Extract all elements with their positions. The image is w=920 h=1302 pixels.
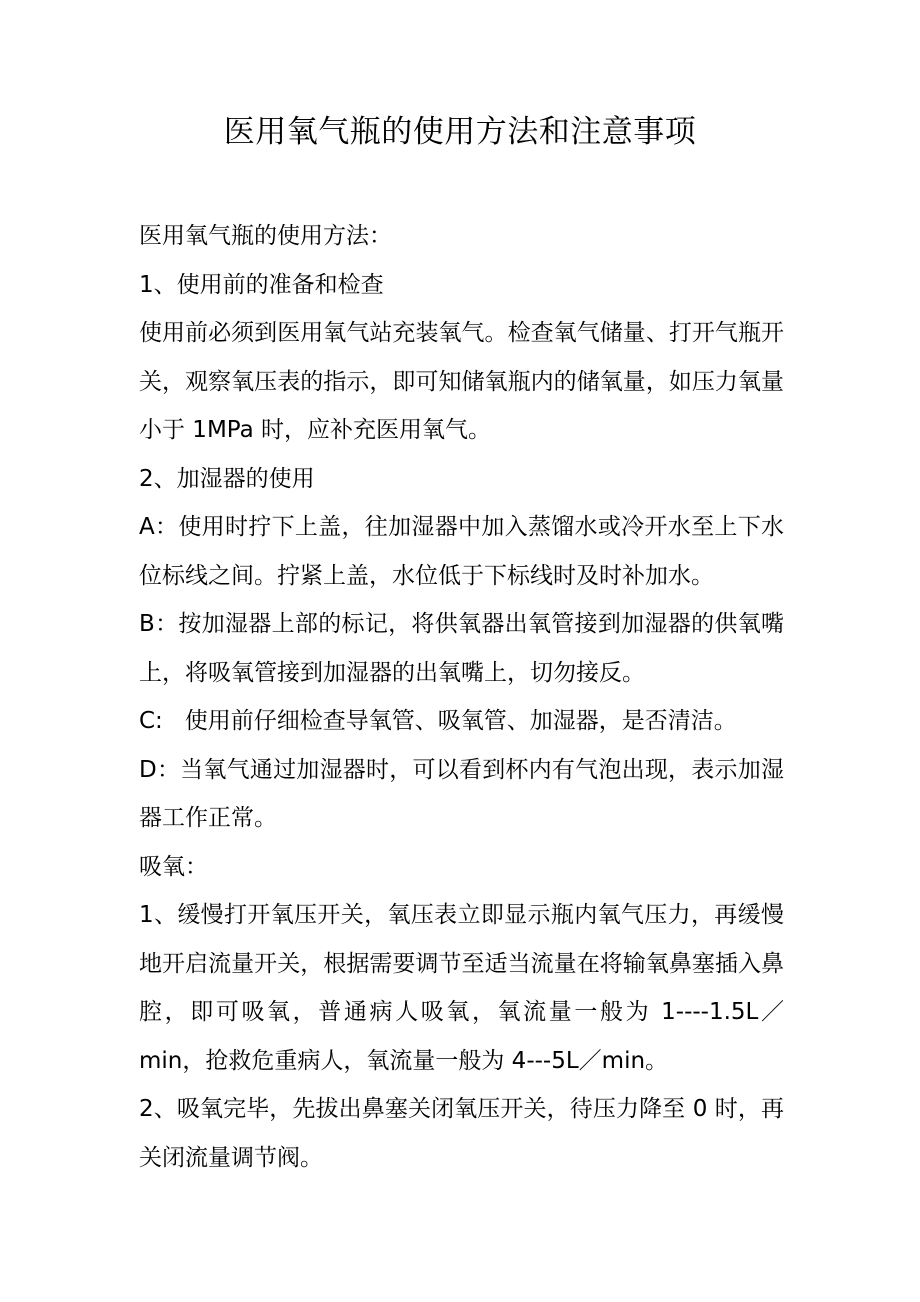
document-title: 医用氧气瓶的使用方法和注意事项 [223,114,697,150]
section-heading-usage: 医用氧气瓶的使用方法： [139,223,392,249]
document-body [139,212,784,1182]
step-heading-preparation: 1、使用前的准备和检查 [139,271,384,298]
paragraph-humidifier-b: B：按加湿器上部的标记，将供氧器出氧管接到加湿器的供氧嘴上，将吸氧管接到加湿器的出氧嘴上，切勿接反。 [139,611,784,686]
paragraph-humidifier-a: A：使用时拧下上盖，往加湿器中加入蒸馏水或冷开水至上下水位标线之间。拧紧上盖，水位低于下标线时及时补加水。 [139,514,784,589]
paragraph-inhalation-step-1: 1、缓慢打开氧压开关，氧压表立即显示瓶内氧气压力，再缓慢地开启流量开关，根据需要调节至适当流量在将输氧鼻塞插入鼻腔，即可吸氧，普通病人吸氧，氧流量一般为 1----1.5L／min，抢救危重病人，氧流量一般为 4---5L／min。 [139,902,784,1074]
step-heading-humidifier: 2、加湿器的使用 [139,465,315,492]
paragraph-humidifier-c: C: 使用前仔细检查导氧管、吸氧管、加湿器，是否清洁。 [139,708,737,734]
paragraph-humidifier-d: D：当氧气通过加湿器时，可以看到杯内有气泡出现，表示加湿器工作正常。 [139,756,784,831]
paragraph-inhalation-step-2: 2、吸氧完毕，先拔出鼻塞关闭氧压开关，待压力降至 0 时，再关闭流量调节阀。 [139,1096,784,1171]
section-heading-inhalation: 吸氧： [139,853,208,880]
paragraph-preparation: 使用前必须到医用氧气站充装氧气。检查氧气储量、打开气瓶开关，观察氧压表的指示，即可知储氧瓶内的储氧量，如压力氧量小于 1MPa 时，应补充医用氧气。 [139,320,784,443]
